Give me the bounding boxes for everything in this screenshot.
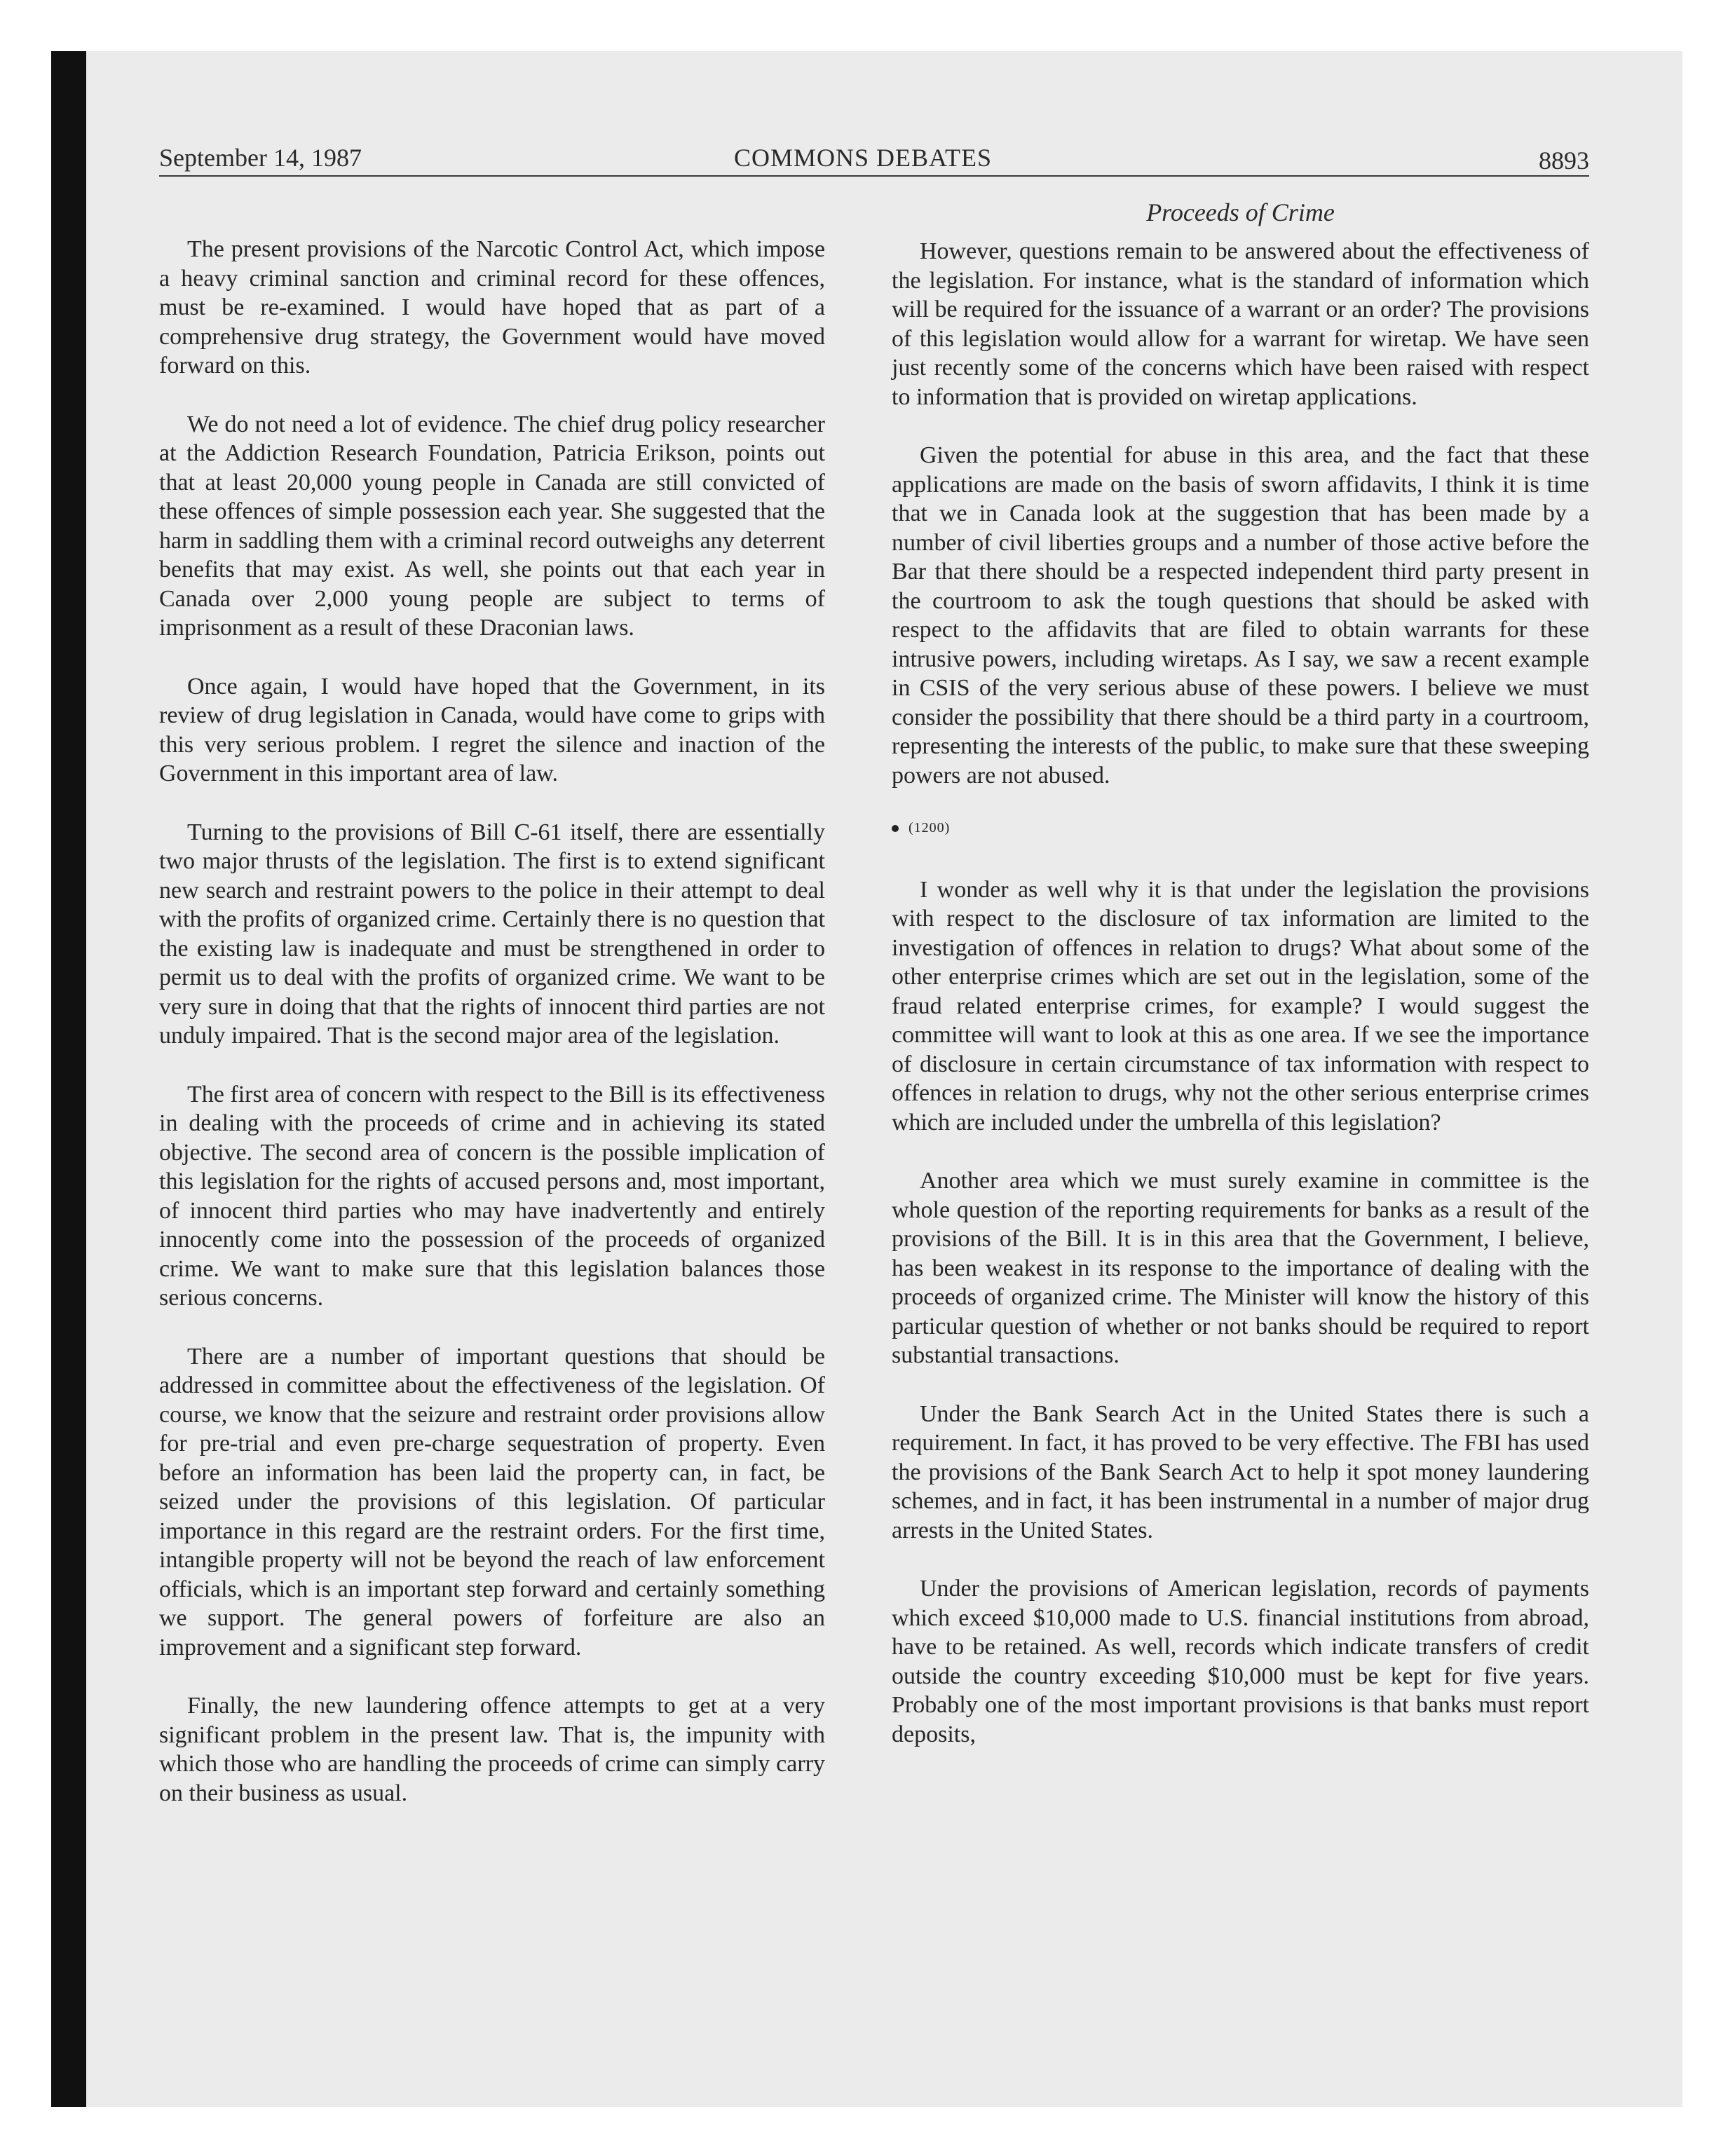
paragraph: Under the provisions of American legislation, records of payments which exceed $10,000 made to U.S. financial institutions from abroad, have to be retained. As well, records which indicate transfers of credit outside the country exceeding $10,000 must be kept for five years. Probably one of the most important provisions is that banks must report deposits,: [892, 1576, 1589, 1747]
header-title: COMMONS DEBATES: [734, 144, 993, 172]
timestamp-text: (1200): [909, 820, 951, 835]
paragraph: Under the Bank Search Act in the United States there is such a requirement. In fact, it has proved to be very effective. The FBI has used the provisions of the Bank Search Act to help it spot money laundering schemes, and in fact, it has been instrumental in a number of major drug arrests in the United States.: [892, 1400, 1589, 1543]
paragraph: Once again, I would have hoped that the Government, in its review of drug legislation in Canada, would have come to grips with this very serious problem. I regret the silence and inaction of the Government in this important area of law.: [159, 673, 825, 786]
scan-edge-shadow: [51, 51, 86, 2107]
time-marker: [892, 814, 1589, 843]
paragraph: Finally, the new laundering offence attempts to get at a very significant problem in the present law. That is, the impunity with which those who are handling the proceeds of crime can simply carry on their business as usual.: [159, 1693, 825, 1806]
section-title: Proceeds of Crime: [1146, 198, 1335, 226]
paragraph: I wonder as well why it is that under the legislation the provisions with respect to the disclosure of tax information are limited to the investigation of offences in relation to drugs? What about some of the other enterprise crimes which are set out in the legislation, some of the fraud related enterprise crimes, for example? I would suggest the committee will want to look at this as one area. If we see the importance of disclosure in certain circumstance of tax information with respect to offences in relation to drugs, why not the other serious enterprise crimes which are included under the umbrella of this legislation?: [892, 876, 1589, 1135]
paragraph: Another area which we must surely examine in committee is the whole question of the reporting requirements for banks as a result of the provisions of the Bill. It is in this area that the Government, I believe, has been weakest in its response to the importance of dealing with the proceeds of organized crime. The Minister will know the history of this particular question of whether or not banks should be required to report substantial transactions.: [892, 1168, 1589, 1368]
right-column: [892, 237, 1589, 1778]
paragraph: We do not need a lot of evidence. The chief drug policy researcher at the Addiction Research Foundation, Patricia Erikson, points out that at least 20,000 young people in Canada are still convicted of these offences of simple possession each year. She suggested that the harm in saddling them with a criminal record outweighs any deterrent benefits that may exist. As well, she points out that each year in Canada over 2,000 young people are subject to terms of imprisonment as a result of these Draconian laws.: [159, 411, 825, 641]
page-header: [159, 139, 1589, 177]
left-column: [159, 235, 825, 1837]
bullet-icon: [892, 825, 899, 832]
paragraph: Turning to the provisions of Bill C-61 itself, there are essentially two major thrusts of the legislation. The first is to extend significant new search and restraint powers to the police in their attempt to deal with the profits of organized crime. Certainly there is no question that the existing law is inadequate and must be strengthened in order to permit us to deal with the profits of organized crime. We want to be very sure in doing that that the rights of innocent third parties are not unduly impaired. That is the second major area of the legislation.: [159, 819, 825, 1049]
paragraph: Given the potential for abuse in this area, and the fact that these applications are made on the basis of sworn affidavits, I think it is time that we in Canada look at the suggestion that has been made by a number of civil liberties groups and a number of those active before the Bar that there should be a respected independent third party present in the courtroom to ask the tough questions that should be asked with respect to the affidavits that are filed to obtain warrants for these intrusive powers, including wiretaps. As I say, we saw a recent example in CSIS of the very serious abuse of these powers. I believe we must consider the possibility that there should be a third party in a courtroom, representing the interests of the public, to make sure that these sweeping powers are not abused.: [892, 442, 1589, 789]
page-number: 8893: [1539, 146, 1589, 175]
paragraph: However, questions remain to be answered about the effectiveness of the legislation. For instance, what is the standard of information which will be required for the issuance of a warrant or an order? The provisions of this legislation would allow for a warrant for wiretap. We have seen just recently some of the concerns which have been raised with respect to information that is provided on wiretap applications.: [892, 238, 1589, 410]
paragraph: The first area of concern with respect to the Bill is its effectiveness in dealing with the proceeds of crime and in achieving its stated objective. The second area of concern is the possible implication of this legislation for the rights of accused persons and, most important, of innocent third parties who may have inadvertently and entirely innocently come into the possession of the proceeds of organized crime. We want to make sure that this legislation balances those serious concerns.: [159, 1081, 825, 1311]
paragraph: The present provisions of the Narcotic Control Act, which impose a heavy criminal sanction and criminal record for these offences, must be re-examined. I would have hoped that as part of a comprehensive drug strategy, the Government would have moved forward on this.: [159, 236, 825, 378]
header-date: September 14, 1987: [159, 144, 362, 172]
paragraph: There are a number of important questions that should be addressed in committee about the effectiveness of the legislation. Of course, we know that the seizure and restraint order provisions allow for pre-trial and even pre-charge sequestration of property. Even before an information has been laid the property can, in fact, be seized under the provisions of this legislation. Of particular importance in this regard are the restraint orders. For the first time, intangible property will not be beyond the reach of law enforcement officials, which is an important step forward and certainly something we support. The general powers of forfeiture are also an improvement and a significant step forward.: [159, 1343, 825, 1660]
